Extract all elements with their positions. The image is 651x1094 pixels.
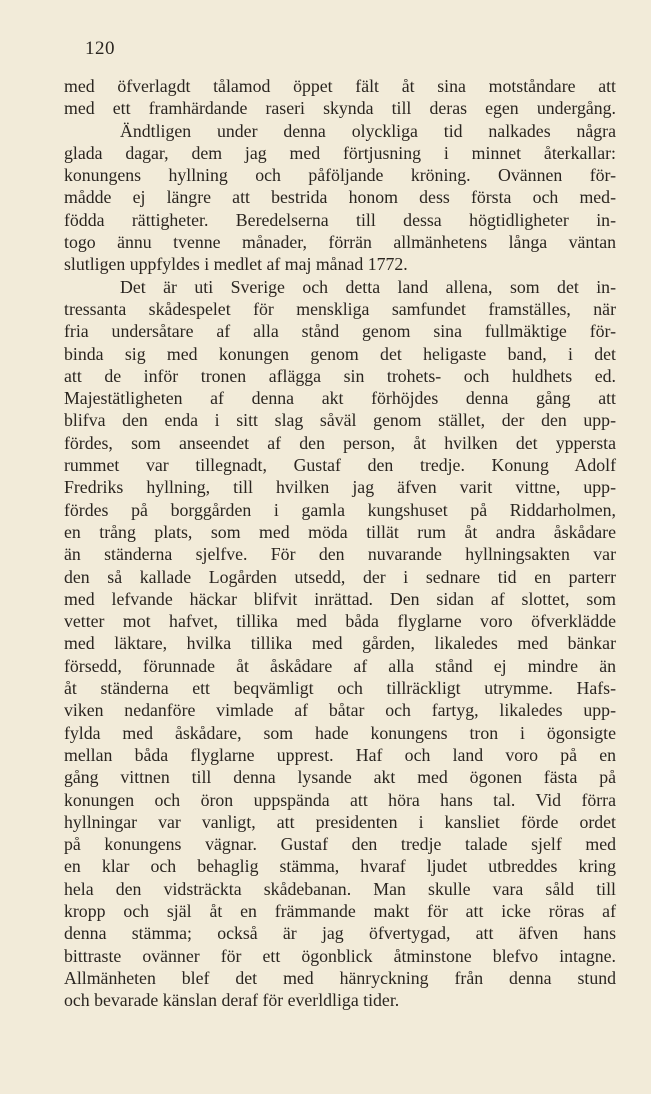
text-line: Allmänheten blef det med hänryckning från denna stund [64,967,616,988]
text-line: med öfverlagdt tålamod öppet fält åt sina motståndare att [64,76,616,96]
text-line: mellan båda flyglarne upprest. Haf och land voro på en [64,744,616,765]
text-line: hela den vidsträckta skådebanan. Man skulle vara såld till [64,878,616,899]
text-line: bittraste ovänner för ett ögonblick åtminstone blefvo intagne. [64,945,616,966]
text-line: mådde ej längre att bestrida honom dess första och med- [64,187,616,208]
text-line: gång vittnen till denna lysande akt med ögonen fästa på [64,767,616,788]
text-line: med ett framhärdande raseri skynda till deras egen undergång. [64,98,616,119]
text-line: Majestätligheten af denna akt förhöjdes denna gång att [64,388,616,409]
text-line: en klar och behaglig stämma, hvaraf ljudet utbreddes kring [64,856,616,877]
text-line: försedd, förunnade åt åskådare af alla stånd ej mindre än [64,655,616,676]
text-line: fylda med åskådare, som hade konungens tron i ögonsigte [64,722,616,743]
text-line: än ständerna sjelfve. För den nuvarande hyllningsakten var [64,544,616,565]
text-line: Ändtligen under denna olyckliga tid nalkades några [120,120,616,141]
text-line: på konungens vägnar. Gustaf den tredje talade sjelf med [64,834,616,855]
text-line: födda rättigheter. Beredelserna till dessa högtidligheter in- [64,209,616,230]
text-line: en trång plats, som med möda tillät rum åt andra åskådare [64,521,616,542]
text-line: blifva den enda i sitt slag såväl genom stället, der den upp- [64,410,616,431]
text-line: med lefvande häckar blifvit inrättad. Den sidan af slottet, som [64,588,616,609]
text-line: fria undersåtare af alla stånd genom sina fullmäktige för- [64,321,616,342]
page-number: 120 [85,38,115,59]
text-line: kropp och själ åt en främmande makt för att icke röras af [64,900,616,921]
body-text [64,75,616,1011]
text-line: att de inför tronen aflägga sin trohets- och huldhets ed. [64,365,616,386]
text-line: glada dagar, dem jag med förtjusning i minnet återkallar: [64,142,616,163]
text-line: togo ännu tvenne månader, förrän allmänhetens långa väntan [64,232,616,253]
text-line: konungen och öron uppspända att höra hans tal. Vid förra [64,789,616,810]
text-line: och bevarade känslan deraf för everldliga tider. [64,990,400,1011]
text-line: hyllningar var vanligt, att presidenten i kansliet förde ordet [64,811,616,832]
text-line: Det är uti Sverige och detta land allena, som det in- [120,276,616,297]
text-line: viken nedanföre vimlade af båtar och fartyg, likaledes upp- [64,700,616,721]
text-line: med läktare, hvilka tillika med gården, likaledes med bänkar [64,633,616,654]
text-line: denna stämma; också är jag öfvertygad, att äfven hans [64,923,616,944]
text-line: konungens hyllning och påföljande kröning. Ovännen för- [64,165,616,186]
text-line: åt ständerna ett beqvämligt och tillräckligt utrymme. Hafs- [64,678,616,699]
text-line: den så kallade Logården utsedd, der i sednare tid en parterr [64,566,616,587]
text-line: binda sig med konungen genom det heligaste band, i det [64,343,616,364]
text-line: fördes på borggården i gamla kungshuset på Riddarholmen, [64,499,616,520]
text-line: rummet var tillegnadt, Gustaf den tredje. Konung Adolf [64,455,616,476]
text-line: Fredriks hyllning, till hvilken jag äfven varit vittne, upp- [64,477,616,498]
text-line: slutligen uppfyldes i medlet af maj månad 1772. [64,254,408,275]
text-line: tressanta skådespelet för menskliga samfundet framställes, när [64,298,616,319]
text-line: vetter mot hafvet, tillika med båda flyglarne voro öfverklädde [64,611,616,632]
text-line: fördes, som anseendet af den person, åt hvilken det yppersta [64,432,616,453]
